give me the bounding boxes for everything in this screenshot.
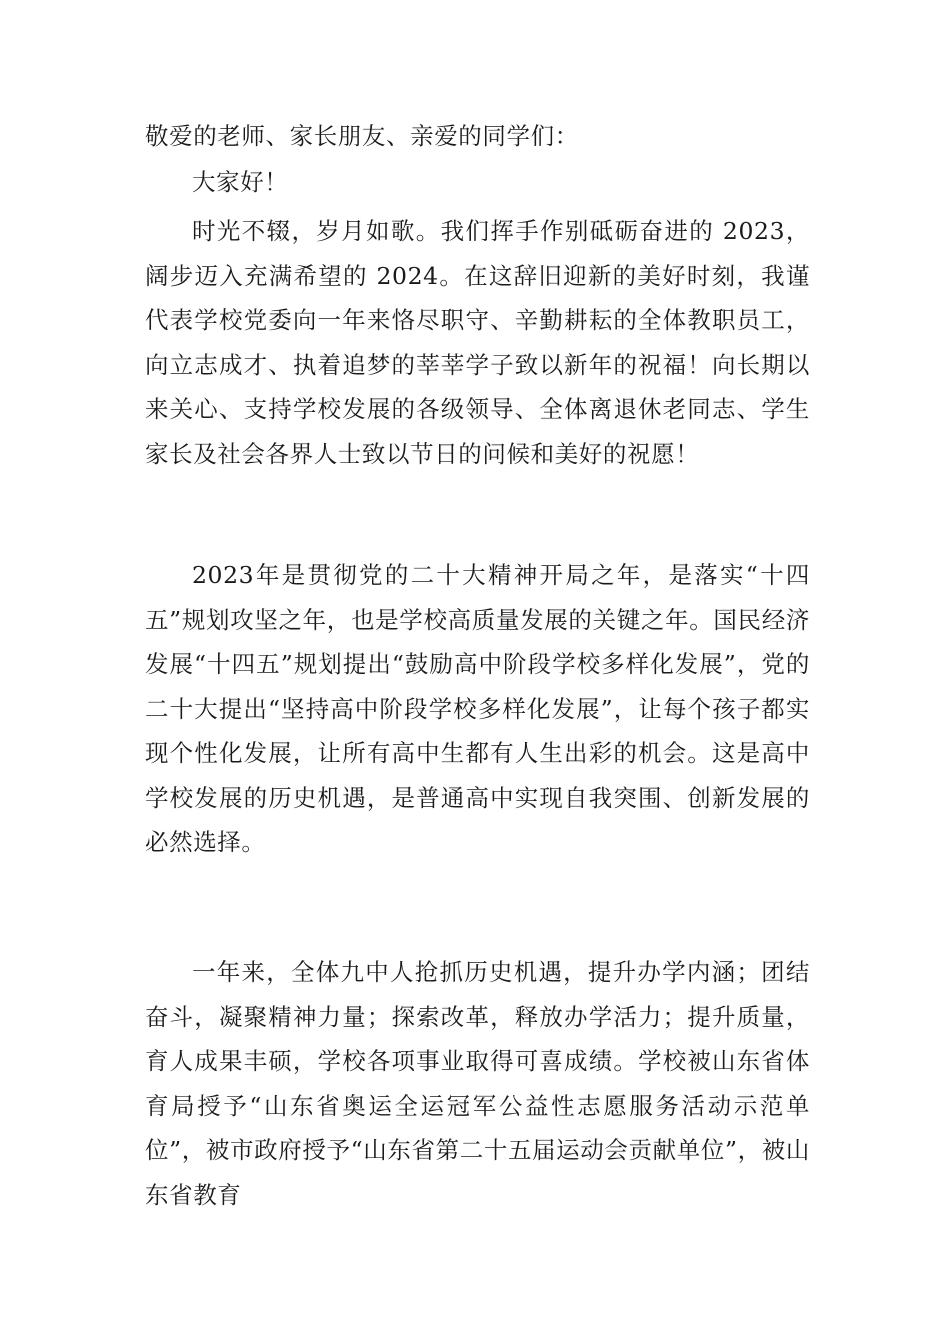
paragraph-achievements: 一年来，全体九中人抢抓历史机遇，提升办学内涵；团结奋斗，凝聚精神力量；探索改革，释放办学活力；提升质量，育人成果丰硕，学校各项事业取得可喜成绩。学校被山东省体育局授予“山东省奥运全运冠军公益性志愿服务活动示范单位”，被市政府授予“山东省第二十五届运动会贡献单位”，被山东省教育 <box>145 958 810 1209</box>
paragraph-new-year-wishes: 时光不辍，岁月如歌。我们挥手作别砥砺奋进的 2023，阔步迈入充满希望的 2024。在这辞旧迎新的美好时刻，我谨代表学校党委向一年来恪尽职守、辛勤耕耘的全体教职员工，向立志成才、执着追梦的莘莘学子致以新年的祝福！向长期以来关心、支持学校发展的各级领导、全体离退休老同志、学生家长及社会各界人士致以节日的问候和美好的祝愿！ <box>145 217 810 468</box>
paragraph-2023-context: 2023年是贯彻党的二十大精神开局之年，是落实“十四五”规划攻坚之年，也是学校高质量发展的关键之年。国民经济发展“十四五”规划提出“鼓励高中阶段学校多样化发展”，党的二十大提出“坚持高中阶段学校多样化发展”，让每个孩子都实现个性化发展，让所有高中生都有人生出彩的机会。这是高中学校发展的历史机遇，是普通高中实现自我突围、创新发展的必然选择。 <box>145 561 810 856</box>
greeting-line: 敬爱的老师、家长朋友、亲爱的同学们： <box>145 122 579 150</box>
hello-line: 大家好！ <box>192 168 289 196</box>
